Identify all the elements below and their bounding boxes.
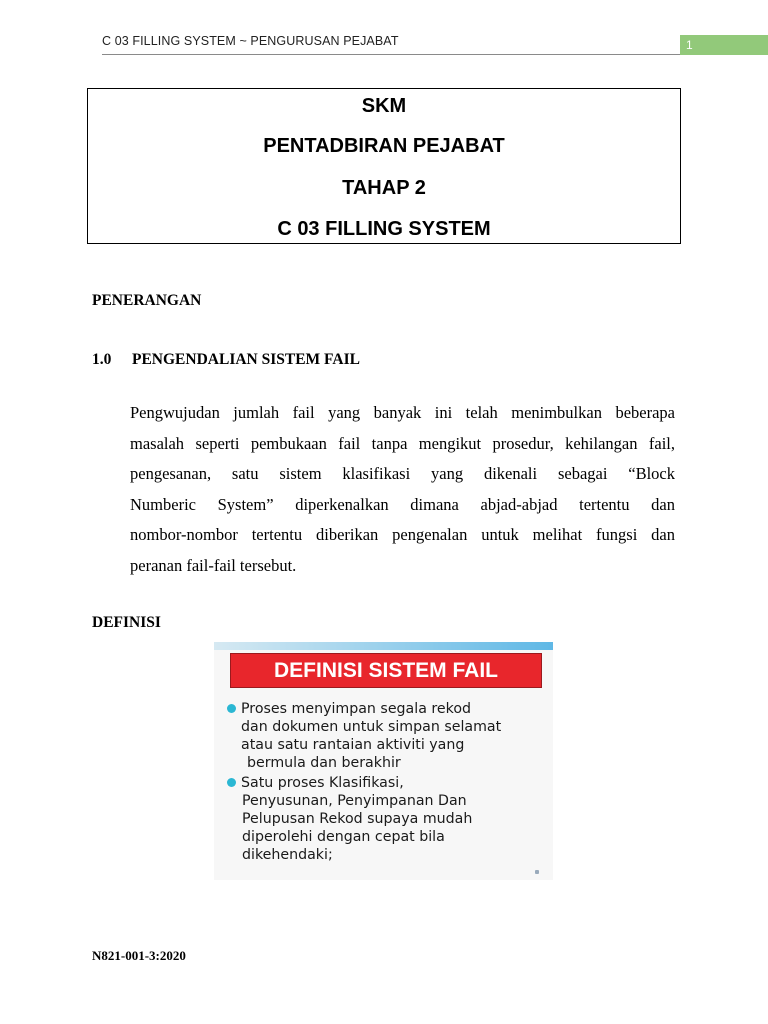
slide-top-strip <box>214 642 553 650</box>
paragraph-line: masalah seperti pembukaan fail tanpa mengikut prosedur, kehilangan fail, <box>130 433 675 453</box>
paragraph-line: pengesanan, satu sistem klasifikasi yang dikenali sebagai “Block <box>130 464 675 483</box>
slide-bullet-line: Proses menyimpan segala rekod <box>241 701 472 717</box>
slide-bullet-line: dikehendaki; <box>242 847 333 863</box>
slide-bullet-line: bermula dan berakhir <box>247 755 401 771</box>
heading-definisi: DEFINISI <box>92 614 161 631</box>
heading-penerangan: PENERANGAN <box>92 292 202 309</box>
page-header <box>102 34 682 55</box>
title-line-module: C 03 FILLING SYSTEM <box>277 218 491 240</box>
footer-code: N821-001-3:2020 <box>92 948 186 963</box>
paragraph-line: nombor-nombor tertentu diberikan pengenalan untuk melihat fungsi dan <box>130 525 675 544</box>
paragraph-line: Pengwujudan jumlah fail yang banyak ini telah menimbulkan beberapa <box>130 403 675 422</box>
slide-banner: DEFINISI SISTEM FAIL <box>230 653 542 688</box>
title-line-program: PENTADBIRAN PEJABAT <box>263 135 505 157</box>
title-box <box>87 88 681 244</box>
slide-bullet-line: diperolehi dengan cepat bila <box>242 829 445 845</box>
title-line-level: TAHAP 2 <box>342 177 426 199</box>
body-paragraph <box>130 398 675 581</box>
definition-slide-image <box>214 642 553 880</box>
bullet-dot-icon <box>227 704 236 713</box>
slide-corner-mark <box>535 870 539 874</box>
bullet-dot-icon <box>227 778 236 787</box>
page-number-badge: 1 <box>680 35 768 55</box>
section-number: 1.0 <box>92 351 112 368</box>
slide-bullet-line: dan dokumen untuk simpan selamat <box>241 719 502 735</box>
paragraph-line: peranan fail-fail tersebut. <box>130 555 297 575</box>
title-line-skm: SKM <box>361 95 407 117</box>
paragraph-line: Numberic System” diperkenalkan dimana abjad-abjad tertentu dan <box>130 494 675 514</box>
section-title: PENGENDALIAN SISTEM FAIL <box>132 351 360 368</box>
slide-bullet-line: Satu proses Klasifikasi, <box>241 775 404 791</box>
header-title: C 03 FILLING SYSTEM ~ PENGURUSAN PEJABAT <box>102 34 399 48</box>
slide-bullet-line: Pelupusan Rekod supaya mudah <box>242 811 473 827</box>
slide-bullet-line: Penyusunan, Penyimpanan Dan <box>242 793 467 809</box>
slide-bullet-line: atau satu rantaian aktiviti yang <box>241 737 465 753</box>
